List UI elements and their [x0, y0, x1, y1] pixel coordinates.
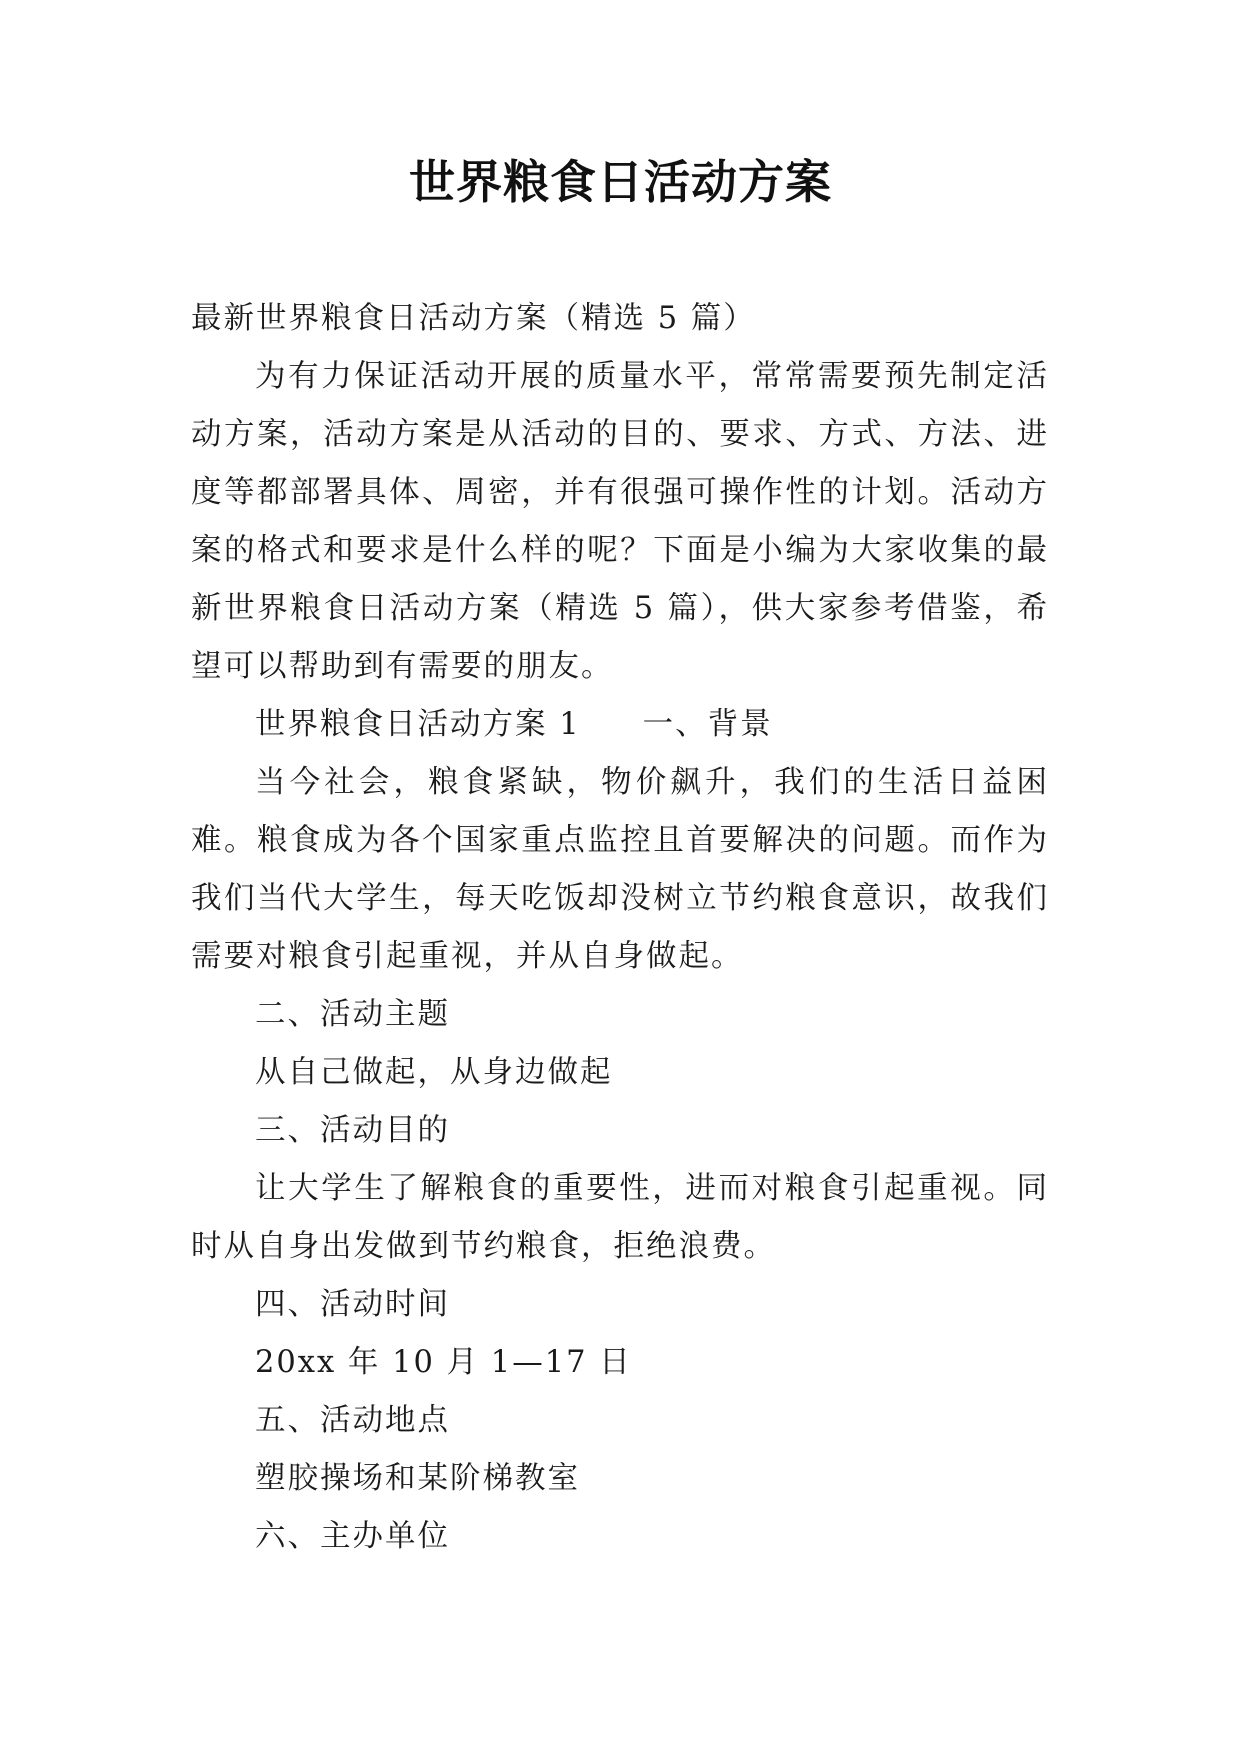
heading-theme: 二、活动主题 [255, 997, 450, 1032]
place-paragraph: 塑胶操场和某阶梯教室 [255, 1461, 580, 1496]
document-title: 世界粮食日活动方案 [409, 155, 832, 209]
section-1-label: 世界粮食日活动方案 1 [255, 707, 581, 742]
intro-paragraph: 为有力保证活动开展的质量水平，常常需要预先制定活动方案，活动方案是从活动的目的、要求、方式、方法、进度等都部署具体、周密，并有很强可操作性的计划。活动方案的格式和要求是什么样的呢？下面是小编为大家收集的最新世界粮食日活动方案（精选 5 篇），供大家参考借鉴，希望可以帮助到有需要的朋友。 [191, 359, 1049, 684]
time-paragraph: 20xx 年 10 月 1—17 日 [255, 1345, 632, 1380]
purpose-paragraph: 让大学生了解粮食的重要性，进而对粮食引起重视。同时从自身出发做到节约粮食，拒绝浪费。 [191, 1171, 1049, 1264]
heading-place: 五、活动地点 [255, 1403, 450, 1438]
heading-purpose: 三、活动目的 [255, 1113, 450, 1148]
heading-time: 四、活动时间 [255, 1287, 450, 1322]
document-subtitle: 最新世界粮食日活动方案（精选 5 篇） [191, 301, 756, 336]
document-body [191, 290, 1049, 1566]
background-paragraph: 当今社会，粮食紧缺，物价飙升，我们的生活日益困难。粮食成为各个国家重点监控且首要解决的问题。而作为我们当代大学生，每天吃饭却没树立节约粮食意识，故我们需要对粮食引起重视，并从自身做起。 [191, 765, 1049, 974]
theme-paragraph: 从自己做起，从身边做起 [255, 1055, 613, 1090]
section-1-line [191, 696, 1049, 754]
heading-organizer: 六、主办单位 [255, 1519, 450, 1554]
section-1-heading: 一、背景 [642, 707, 773, 742]
